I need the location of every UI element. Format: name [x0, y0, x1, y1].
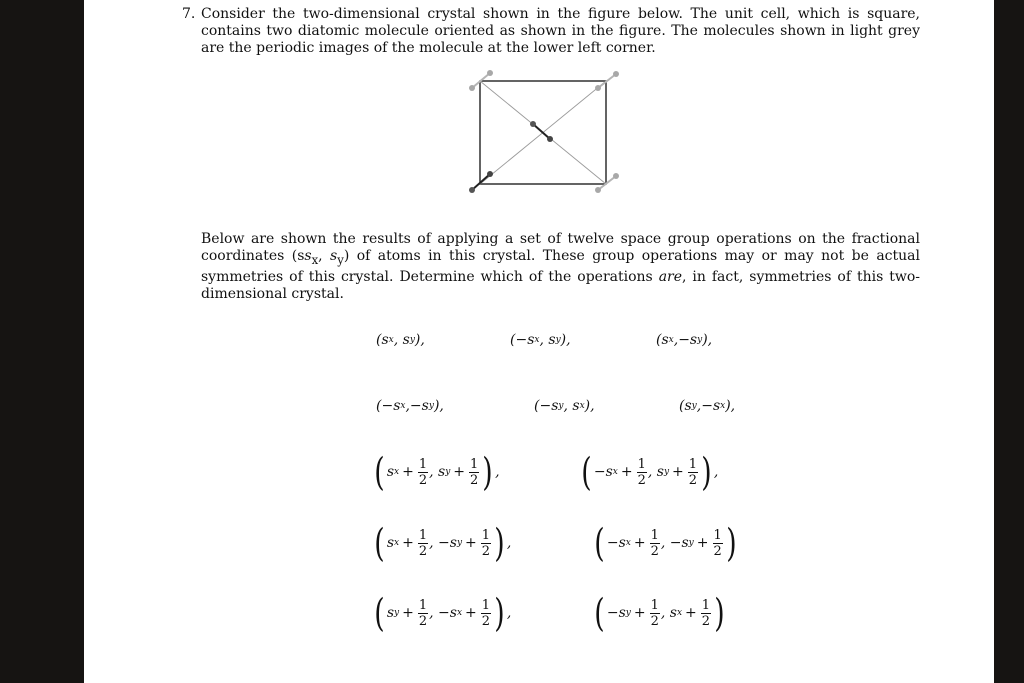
image-atom	[487, 70, 493, 76]
operation-11: ( s y + $\frac{1}{2}$ , − s x + $\frac{1}{2}$ ) ,	[374, 591, 512, 635]
corner-molecule-bond	[472, 174, 490, 190]
operation-8: ( − s x + $\frac{1}{2}$ , s y + $\frac{1}{2}$ ) ,	[581, 450, 719, 494]
operation-3: (s x , − s y ),	[656, 332, 713, 348]
corner-atom	[469, 187, 475, 193]
image-atom	[595, 85, 601, 91]
question-number: 7.	[182, 6, 196, 22]
operation-9: ( s x + $\frac{1}{2}$ , − s y + $\frac{1}{2}$ ) ,	[374, 521, 512, 565]
image-molecule-bond	[598, 176, 616, 190]
problem-intro-text: Consider the two-dimensional crystal shown in the figure below. The unit cell, which is square, contains two diatomic molecule oriented as shown in the figure. The molecules shown in light grey are the periodic images of the molecule at the lower left corner.	[201, 6, 920, 56]
image-atom	[613, 173, 619, 179]
operation-4: ( − s x , − s y ),	[376, 398, 444, 414]
operation-1: (s x , s y ),	[376, 332, 425, 348]
crystal-figure	[466, 66, 626, 196]
operation-2: ( − s x , s y ),	[510, 332, 571, 348]
problem-intro	[201, 6, 920, 57]
corner-atom	[487, 171, 493, 177]
center-molecule-bond	[533, 124, 550, 139]
image-atom	[469, 85, 475, 91]
operation-5: ( − s y , s x ),	[534, 398, 595, 414]
operation-12: ( − s y + $\frac{1}{2}$ , s x + $\frac{1}{2}$ )	[594, 591, 725, 635]
paper-page	[84, 0, 994, 683]
operation-7: ( s x + $\frac{1}{2}$ , s y + $\frac{1}{2}$ ) ,	[374, 450, 500, 494]
center-atom	[530, 121, 536, 127]
image-atom	[613, 71, 619, 77]
operation-10: ( − s x + $\frac{1}{2}$ , − s y + $\frac{1}{2}$ )	[594, 521, 737, 565]
problem-instructions-text: Below are shown the results of applying a set of twelve space group operations on the fractional coordinates ($ss_x$, $s_y$) of atoms in this crystal. These group operations may or may not be actual symmetries of this crystal. Determine which of the operations are, in fact, symmetries of this two-dimensional crystal.	[201, 231, 920, 302]
image-atom	[595, 187, 601, 193]
center-atom	[547, 136, 553, 142]
operation-6: (s y , − s x ),	[679, 398, 736, 414]
problem-instructions	[201, 231, 920, 303]
